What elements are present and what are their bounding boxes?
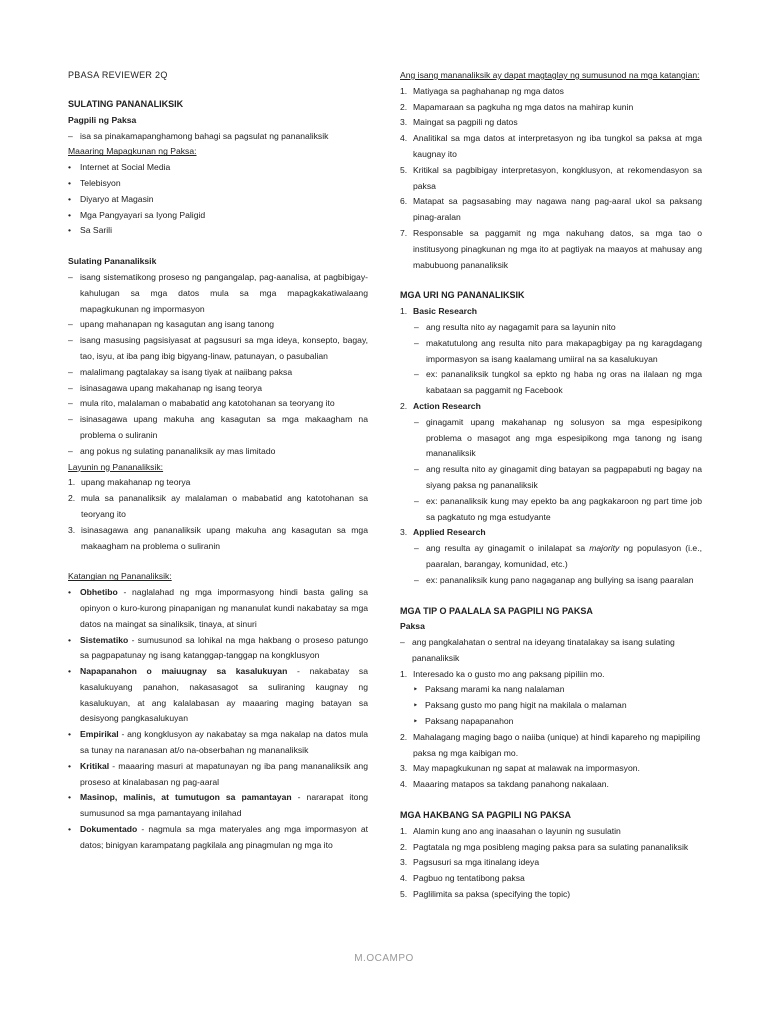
- mananaliksik-katangian-title: Ang isang mananaliksik ay dapat magtaglay ng sumusunod na mga katangian:: [400, 70, 700, 80]
- list-item: 2. Mapamaraan sa pagkuha ng mga datos na mahirap kunin: [400, 101, 634, 112]
- list-item: – ang resulta nito ay nagagamit para sa layunin nito: [414, 321, 616, 332]
- list-item: ‣ Paksang marami ka nang nalalaman: [413, 684, 565, 695]
- list-item: 4. Maaaring matapos sa takdang panahong nakalaan.: [400, 779, 609, 790]
- list-item: • Mga Pangyayari sa Iyong Paligid: [68, 209, 206, 220]
- uri-title: MGA URI NG PANANALIKSIK: [400, 290, 525, 301]
- list-item: – isang sistematikong proseso ng pangangalap, pag-aanalisa, at pagbibigay-kahulugan sa mga datos mula sa mga mapagkakatiwalaang mapagkukunan ng impormasyon: [68, 271, 368, 314]
- list-item: – isang masusing pagsisiyasat at pagsusuri sa mga ideya, konsepto, bagay, tao, isyu, at iba pang ibig bigyang-linaw, patunayan, o pasubalian: [68, 335, 368, 361]
- list-item: – makatutulong ang resulta nito para makapagbigay pa ng karagdagang impormasyon sa isang kaalamang umiiral na sa kasalukuyan: [414, 337, 702, 364]
- tips-list: [400, 667, 702, 793]
- list-item: – isinasagawa upang makahanap ng isang teorya: [68, 382, 263, 393]
- list-item: • Masinop, malinis, at tumutugon sa pamantayan - nararapat itong sumusunod sa mga pamantayang inilahad: [68, 792, 369, 819]
- list-item: – ang resulta ay ginagamit o inilalapat sa majority ng populasyon (i.e., paaralan, barangay, komunidad, etc.): [414, 543, 702, 569]
- hakbang-list: [400, 824, 702, 903]
- list-item: – ginagamit upang makahanap ng solusyon sa mga espesipikong problema o masagot ang mga espesipikong mga tanong ng isang mananaliksik: [414, 416, 702, 459]
- applied-research-list: [400, 541, 702, 588]
- list-item: 3. isinasagawa ang pananaliksik upang makuha ang kasagutan sa mga makaagham na problema o suliranin: [68, 524, 368, 551]
- author-footer: M.OCAMPO: [354, 953, 414, 964]
- left-column: [68, 97, 368, 854]
- katangian-list: [68, 585, 368, 854]
- list-item: – mula rito, malalaman o mababatid ang katotohanan sa teoryang ito: [68, 398, 335, 409]
- list-item: • Napapanahon o maiuugnay sa kasalukuyan - nakabatay sa kasalukuyang panahon, nakasasagot sa suliraning kaugnay ng kasalukuyan, at ang kalalabasan ay maaaring maging batayan sa desisyong pangkasalukuyan: [68, 666, 369, 724]
- list-item: • Telebisyon: [68, 177, 121, 188]
- list-item: – ex: pananaliksik tungkol sa epkto ng haba ng oras na ilalaan ng mga kabataan sa paggamit ng Facebook: [414, 369, 702, 396]
- uri-basic-research: 1. Basic Research: [400, 306, 478, 317]
- list-item: 5. Kritikal sa pagbibigay interpretasyon, kongklusyon, at rekomendasyon sa paksa: [400, 164, 702, 191]
- document-title: PBASA REVIEWER 2Q: [68, 70, 168, 80]
- list-item: 3. May mapagkukunan ng sapat at malawak na impormasyon.: [400, 763, 640, 774]
- paksa-definition: – ang pangkalahatan o sentral na ideyang tinatalakay sa isang sulating pananaliksik: [400, 637, 675, 663]
- list-item: ‣ Paksang napapanahon: [413, 716, 514, 727]
- list-item: 3. Pagsusuri sa mga itinalang ideya: [400, 857, 540, 868]
- list-item: 1. Alamin kung ano ang inaasahan o layunin ng susulatin: [400, 825, 621, 836]
- action-research-list: [400, 415, 702, 526]
- mapagkunan-title: Maaaring Mapagkunan ng Paksa:: [68, 146, 197, 157]
- list-item: • Diyaryo at Magasin: [68, 193, 154, 204]
- list-item: 1. Matiyaga sa paghahanap ng mga datos: [400, 85, 564, 96]
- list-item: – upang mahanapan ng kasagutan ang isang tanong: [68, 319, 275, 330]
- list-item: 1. upang makahanap ng teorya: [68, 477, 191, 488]
- list-item: 4. Pagbuo ng tentatibong paksa: [400, 873, 525, 884]
- list-item: – isinasagawa upang makuha ang kasagutan sa mga makaagham na problema o suliranin: [68, 414, 368, 440]
- list-item: • Empirikal - ang kongklusyon ay nakabatay sa mga nakalap na datos mula sa tunay na naranasan at/o na-obserbahan ng mananaliksik: [68, 729, 368, 756]
- uri-applied-research: 3. Applied Research: [400, 527, 486, 538]
- list-item: – ang pokus ng sulating pananaliksik ay mas limitado: [68, 445, 276, 456]
- list-item: • Kritikal - maaaring masuri at mapatunayan ng iba pang mananaliksik ang proseso at kinalabasan ng pag-aaral: [68, 760, 368, 787]
- list-item: 2. Pagtatala ng mga posibleng maging paksa para sa sulating pananaliksik: [400, 841, 689, 852]
- mananaliksik-katangian-list: [400, 84, 702, 274]
- mapagkunan-list: [68, 160, 368, 239]
- list-item: • Obhetibo - naglalahad ng mga impormasyong hindi basta galing sa opinyon o kuro-kurong pinapanigan ng mananulat kundi nakabatay sa mga datos na maingat sa sinaliksik, tinaya, at sinuri: [68, 587, 368, 629]
- pagpili-definition: – isa sa pinakamapanghamong bahagi sa pagsulat ng pananaliksik: [68, 130, 329, 141]
- list-item: 1. Interesado ka o gusto mo ang paksang pipiliin mo. ‣ Paksang marami ka nang nalalaman ‣ Paksang gusto mo pang higit na makilala o malaman ‣ Paksang napapanahon: [400, 667, 702, 730]
- sulating-title: Sulating Pananaliksik: [68, 256, 157, 267]
- katangian-title: Katangian ng Pananaliksik:: [68, 571, 172, 582]
- section-sulating-pananaliksik-title: SULATING PANANALIKSIK: [68, 99, 184, 109]
- hakbang-title: MGA HAKBANG SA PAGPILI NG PAKSA: [400, 810, 572, 821]
- list-item: 6. Matapat sa pagsasabing may nagawa nang pag-aaral ukol sa paksang pinag-aralan: [400, 196, 702, 223]
- layunin-title: Layunin ng Pananaliksik:: [68, 461, 164, 472]
- list-item: • Sa Sarili: [68, 225, 112, 236]
- tip-title: MGA TIP O PAALALA SA PAGPILI NG PAKSA: [400, 605, 593, 616]
- list-item: – ex: pananaliksik kung pano nagaganap ang bullying sa isang paaralan: [414, 574, 694, 585]
- pagpili-title: Pagpili ng Paksa: [68, 114, 137, 125]
- list-item: 2. Mahalagang maging bago o naiiba (unique) at hindi kapareho ng mapipiling paksa ng mga kaibigan mo.: [400, 731, 701, 758]
- tip1-sublist: [413, 682, 702, 729]
- list-item: • Internet at Social Media: [68, 162, 171, 173]
- list-item: – ex: pananaliksik kung may epekto ba ang pagkakaroon ng part time job sa pagkatuto ng mga estudyante: [414, 495, 702, 522]
- right-column: [400, 68, 702, 903]
- list-item: 5. Paglilimita sa paksa (specifying the topic): [400, 889, 571, 900]
- list-item: – malalimang pagtalakay sa isang tiyak at naiibang paksa: [68, 366, 293, 377]
- list-item: • Sistematiko - sumusunod sa lohikal na mga hakbang o proseso patungo sa pagpapatunay ng isang katanggap-tanggap na kongklusyon: [68, 634, 368, 661]
- list-item: 2. mula sa pananaliksik ay malalaman o mababatid ang katotohanan sa teoryang ito: [68, 493, 368, 519]
- list-item: 4. Analitikal sa mga datos at interpretasyon ng iba tungkol sa paksa at mga kaugnay ito: [400, 133, 702, 159]
- paksa-label: Paksa: [400, 621, 425, 632]
- basic-research-list: [400, 320, 702, 399]
- layunin-list: [68, 475, 368, 554]
- list-item: ‣ Paksang gusto mo pang higit na makilala o malaman: [413, 700, 627, 711]
- list-item: – ang resulta nito ay ginagamit ding batayan sa pagpapabuti ng bagay na siyang paksa ng pananaliksik: [414, 464, 702, 490]
- list-item: 7. Responsable sa paggamit ng mga nakuhang datos, sa mga tao o institusyong pinagkunan ng mga ito at pagtiyak na maayos at mahusay ang mabubuong pananaliksik: [400, 227, 702, 270]
- list-item: • Dokumentado - nagmula sa mga materyales ang mga impormasyon at datos; binigyan karampatang pagkilala ang pinagmulan ng mga ito: [68, 824, 368, 850]
- uri-action-research: 2. Action Research: [400, 400, 481, 411]
- sulating-list: [68, 270, 368, 460]
- list-item: 3. Maingat sa pagpili ng datos: [400, 117, 518, 128]
